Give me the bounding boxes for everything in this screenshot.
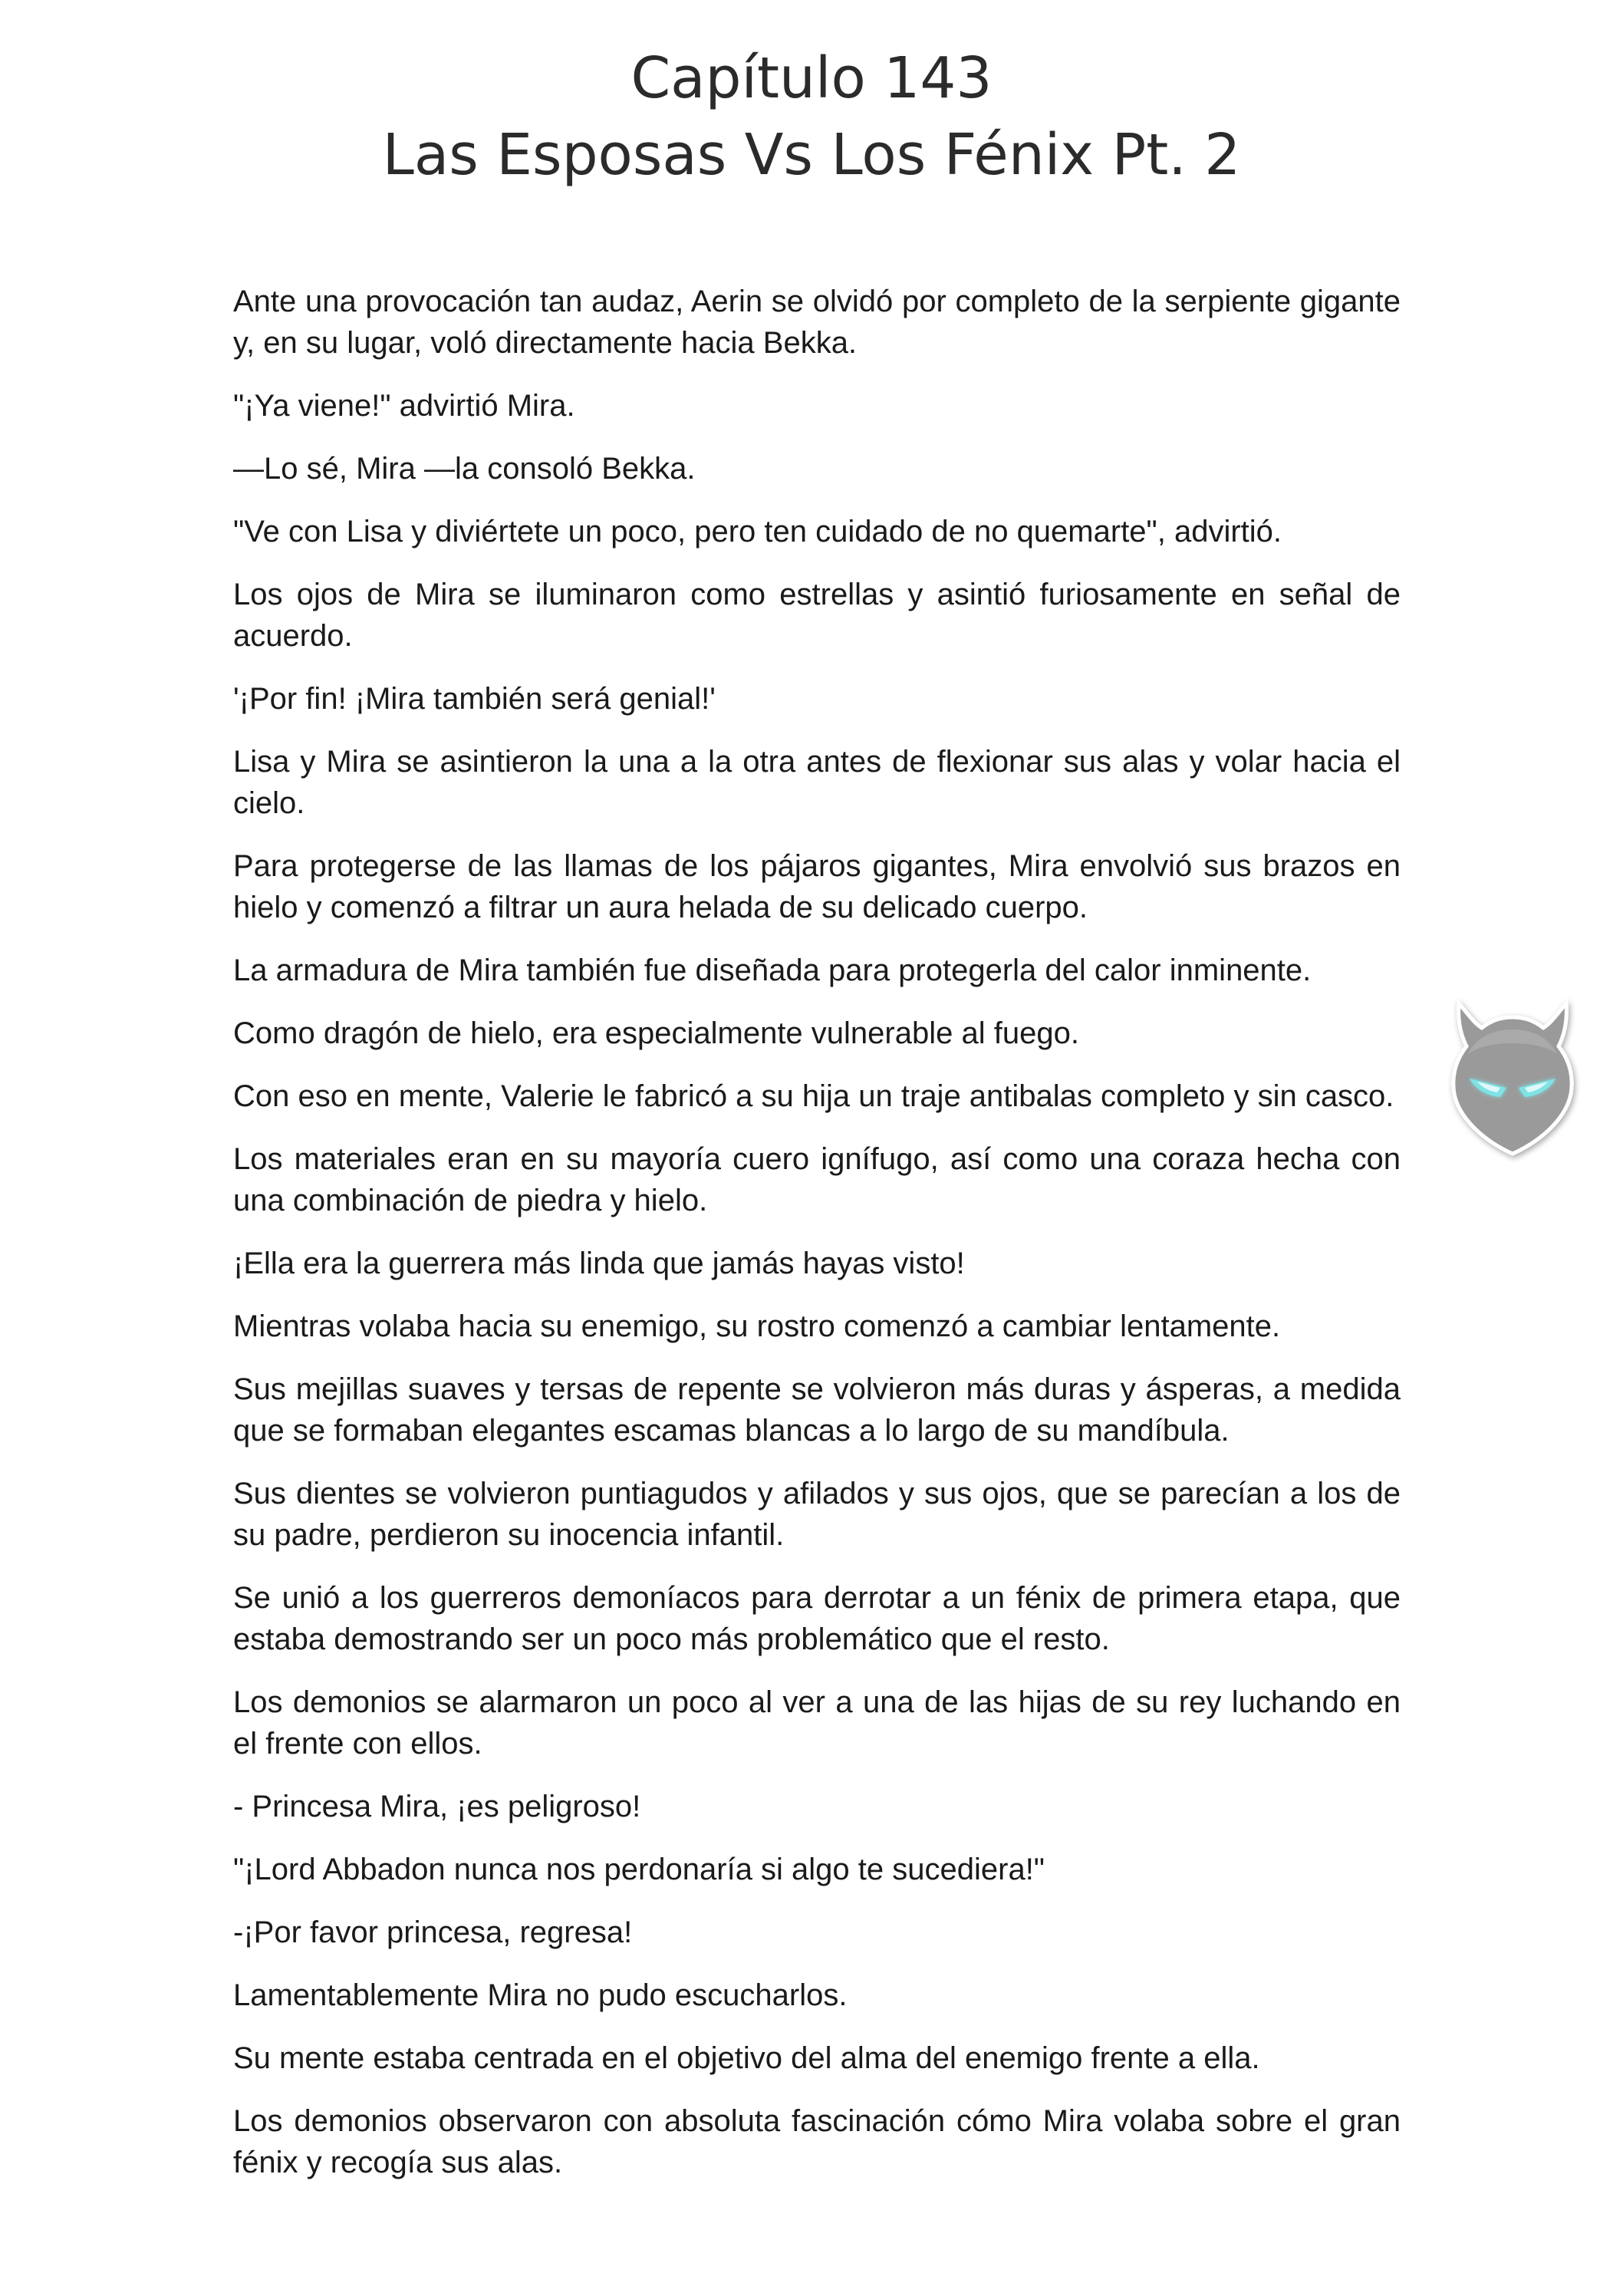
paragraph: Mientras volaba hacia su enemigo, su rostro comenzó a cambiar lentamente. [233,1309,1281,1343]
paragraph: Sus mejillas suaves y tersas de repente se volvieron más duras y ásperas, a medida que se formaban elegantes escamas blancas a lo largo de su mandíbula. [233,1372,1401,1448]
paragraph: "¡Lord Abbadon nunca nos perdonaría si algo te sucediera!" [233,1853,1045,1886]
paragraph: Con eso en mente, Valerie le fabricó a su hija un traje antibalas completo y sin casco. [233,1079,1394,1113]
chapter-number: Capítulo 143 [630,45,993,111]
paragraph: Los materiales eran en su mayoría cuero ignífugo, así como una coraza hecha con una combinación de piedra y hielo. [233,1142,1401,1217]
demon-head-logo-icon [1436,990,1589,1166]
paragraph: Se unió a los guerreros demoníacos para derrotar a un fénix de primera etapa, que estaba demostrando ser un poco más problemático que el resto. [233,1581,1401,1656]
paragraph: Ante una provocación tan audaz, Aerin se olvidó por completo de la serpiente gigante y, en su lugar, voló directamente hacia Bekka. [233,285,1401,360]
paragraph: Lisa y Mira se asintieron la una a la otra antes de flexionar sus alas y volar hacia el cielo. [233,745,1401,820]
paragraph: Como dragón de hielo, era especialmente vulnerable al fuego. [233,1016,1079,1050]
paragraph: - Princesa Mira, ¡es peligroso! [233,1790,641,1823]
paragraph: -¡Por favor princesa, regresa! [233,1916,633,1949]
demon-head-shape [1453,1003,1572,1154]
paragraph: '¡Por fin! ¡Mira también será genial!' [233,682,716,716]
paragraph: La armadura de Mira también fue diseñada para protegerla del calor inminente. [233,954,1312,987]
paragraph: —Lo sé, Mira —la consoló Bekka. [233,452,696,486]
chapter-body [233,281,1401,2205]
paragraph: Los demonios observaron con absoluta fascinación cómo Mira volaba sobre el gran fénix y recogía sus alas. [233,2104,1401,2179]
paragraph: Los ojos de Mira se iluminaron como estrellas y asintió furiosamente en señal de acuerdo. [233,578,1401,653]
paragraph: "Ve con Lisa y diviértete un poco, pero ten cuidado de no quemarte", advirtió. [233,515,1282,548]
chapter-title [0,40,1623,193]
paragraph: ¡Ella era la guerrera más linda que jamás hayas visto! [233,1247,965,1280]
chapter-subtitle: Las Esposas Vs Los Fénix Pt. 2 [382,122,1241,188]
paragraph: Su mente estaba centrada en el objetivo del alma del enemigo frente a ella. [233,2041,1260,2075]
paragraph: Los demonios se alarmaron un poco al ver a una de las hijas de su rey luchando en el frente con ellos. [233,1685,1401,1761]
paragraph: Lamentablemente Mira no pudo escucharlos. [233,1978,848,2012]
paragraph: "¡Ya viene!" advirtió Mira. [233,389,575,423]
paragraph: Para protegerse de las llamas de los pájaros gigantes, Mira envolvió sus brazos en hielo y comenzó a filtrar un aura helada de su delicado cuerpo. [233,849,1401,924]
paragraph: Sus dientes se volvieron puntiagudos y afilados y sus ojos, que se parecían a los de su padre, perdieron su inocencia infantil. [233,1477,1401,1552]
